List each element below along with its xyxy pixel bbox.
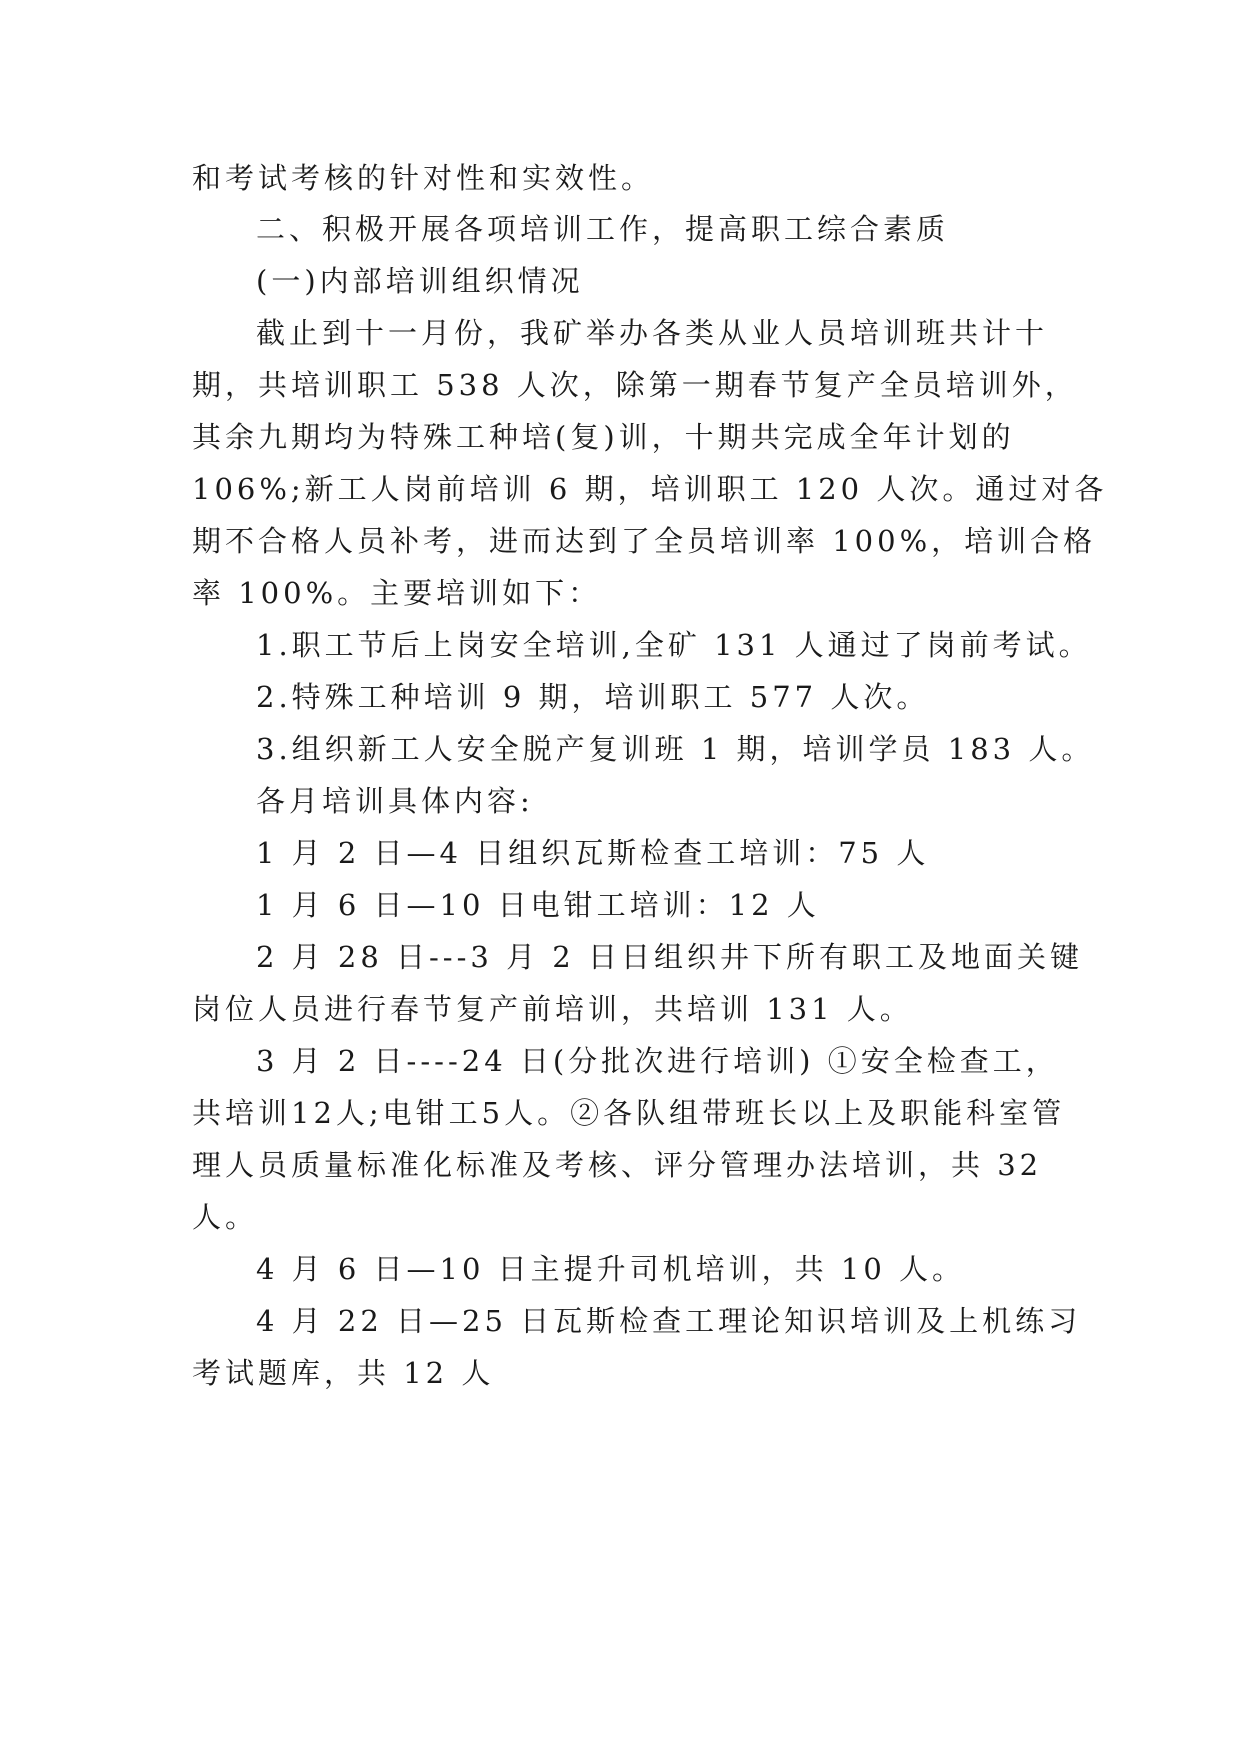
text-line: 和考试考核的针对性和实效性。	[192, 161, 655, 195]
text-line: 岗位人员进行春节复产前培训，共培训 131 人。	[192, 992, 913, 1026]
text-line: 期不合格人员补考，进而达到了全员培训率 100%，培训合格	[192, 524, 1097, 558]
text-line: 截止到十一月份，我矿举办各类从业人员培训班共计十	[256, 316, 1049, 350]
text-line: 率 100%。主要培训如下：	[192, 576, 602, 610]
schedule-entry: 2 月 28 日---3 月 2 日日组织井下所有职工及地面关键	[256, 940, 1083, 974]
list-item: 3.组织新工人安全脱产复训班 1 期，培训学员 183 人。	[256, 732, 1095, 766]
text-line: 期，共培训职工 538 人次，除第一期春节复产全员培训外，	[192, 368, 1078, 402]
schedule-entry: 1 月 2 日—4 日组织瓦斯检查工培训：75 人	[256, 836, 930, 870]
text-line: 考试题库，共 12 人	[192, 1356, 495, 1390]
text-line: 106%;新工人岗前培训 6 期，培训职工 120 人次。通过对各	[192, 472, 1108, 506]
text-line: 理人员质量标准化标准及考核、评分管理办法培训，共 32	[192, 1148, 1043, 1182]
list-item: 2.特殊工种培训 9 期，培训职工 577 人次。	[256, 680, 930, 714]
schedule-entry: 1 月 6 日—10 日电钳工培训：12 人	[256, 888, 820, 922]
text-line: 共培训12人;电钳工5人。②各队组带班长以上及职能科室管	[192, 1096, 1066, 1130]
subsection-heading: (一)内部培训组织情况	[256, 264, 584, 298]
section-heading: 二、积极开展各项培训工作，提高职工综合素质	[256, 212, 950, 246]
text-line: 人。	[192, 1200, 259, 1234]
schedule-entry: 4 月 6 日—10 日主提升司机培训，共 10 人。	[256, 1252, 966, 1286]
text-line: 其余九期均为特殊工种培(复)训，十期共完成全年计划的	[192, 420, 1015, 454]
schedule-entry: 4 月 22 日—25 日瓦斯检查工理论知识培训及上机练习	[256, 1304, 1082, 1338]
schedule-entry: 3 月 2 日----24 日(分批次进行培训) ①安全检查工，	[256, 1044, 1059, 1078]
list-item: 1.职工节后上岗安全培训,全矿 131 人通过了岗前考试。	[256, 628, 1092, 662]
text-line: 各月培训具体内容:	[256, 784, 534, 818]
